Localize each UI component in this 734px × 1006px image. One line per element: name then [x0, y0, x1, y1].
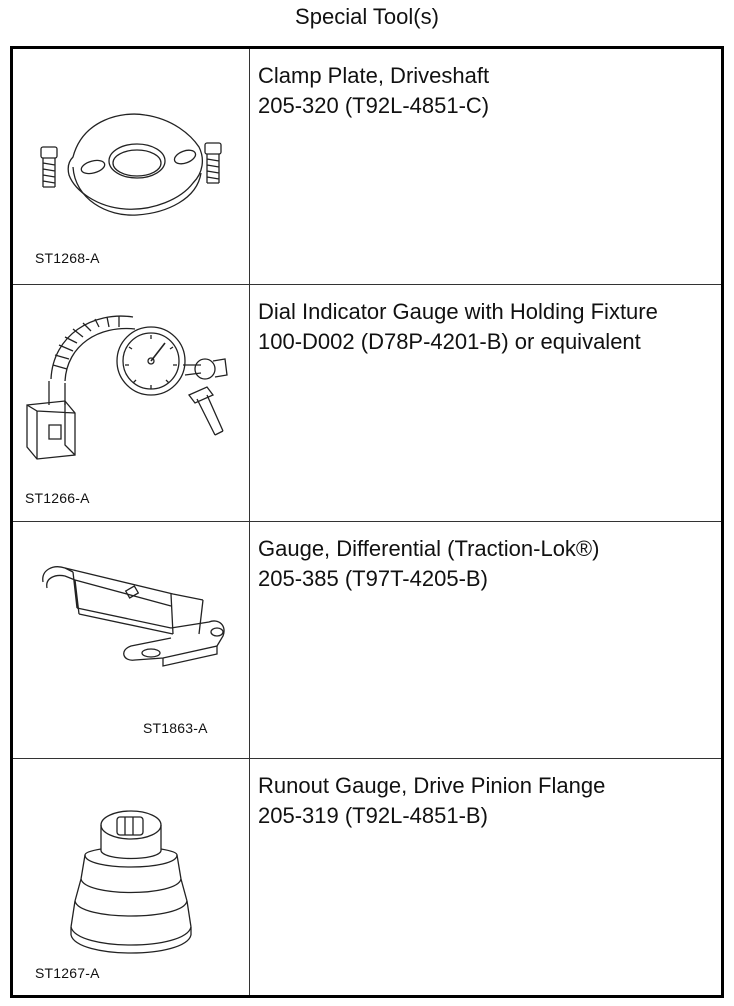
image-code-label: ST1266-A — [25, 490, 90, 506]
image-code-label: ST1268-A — [35, 250, 100, 266]
table-row — [13, 49, 721, 285]
runout-gauge-icon — [13, 759, 249, 995]
image-code-label: ST1863-A — [143, 720, 208, 736]
tool-image-cell — [13, 285, 250, 521]
tool-part-number: 100-D002 (D78P-4201-B) or equivalent — [258, 329, 641, 354]
table-row — [13, 285, 721, 522]
tool-description — [258, 534, 717, 594]
tool-part-number: 205-385 (T97T-4205-B) — [258, 566, 488, 591]
tool-name: Dial Indicator Gauge with Holding Fixture — [258, 299, 658, 324]
tool-image-cell — [13, 49, 250, 284]
table-row — [13, 522, 721, 759]
tool-part-number: 205-319 (T92L-4851-B) — [258, 803, 488, 828]
tool-part-number: 205-320 (T92L-4851-C) — [258, 93, 490, 118]
driveshaft-clamp-plate-icon — [13, 49, 249, 284]
tool-description — [258, 61, 717, 121]
tool-name: Gauge, Differential (Traction-Lok®) — [258, 536, 600, 561]
tool-name: Clamp Plate, Driveshaft — [258, 63, 490, 88]
image-code-label: ST1267-A — [35, 965, 100, 981]
tool-image-cell — [13, 522, 250, 758]
tool-description — [258, 297, 717, 357]
page-title: Special Tool(s) — [295, 4, 439, 29]
special-tools-table — [10, 46, 724, 998]
tool-description — [258, 771, 717, 831]
tool-name: Runout Gauge, Drive Pinion Flange — [258, 773, 606, 798]
dial-indicator-gauge-icon — [13, 285, 249, 521]
table-row — [13, 759, 721, 995]
differential-gauge-icon — [13, 522, 249, 758]
tool-image-cell — [13, 759, 250, 995]
